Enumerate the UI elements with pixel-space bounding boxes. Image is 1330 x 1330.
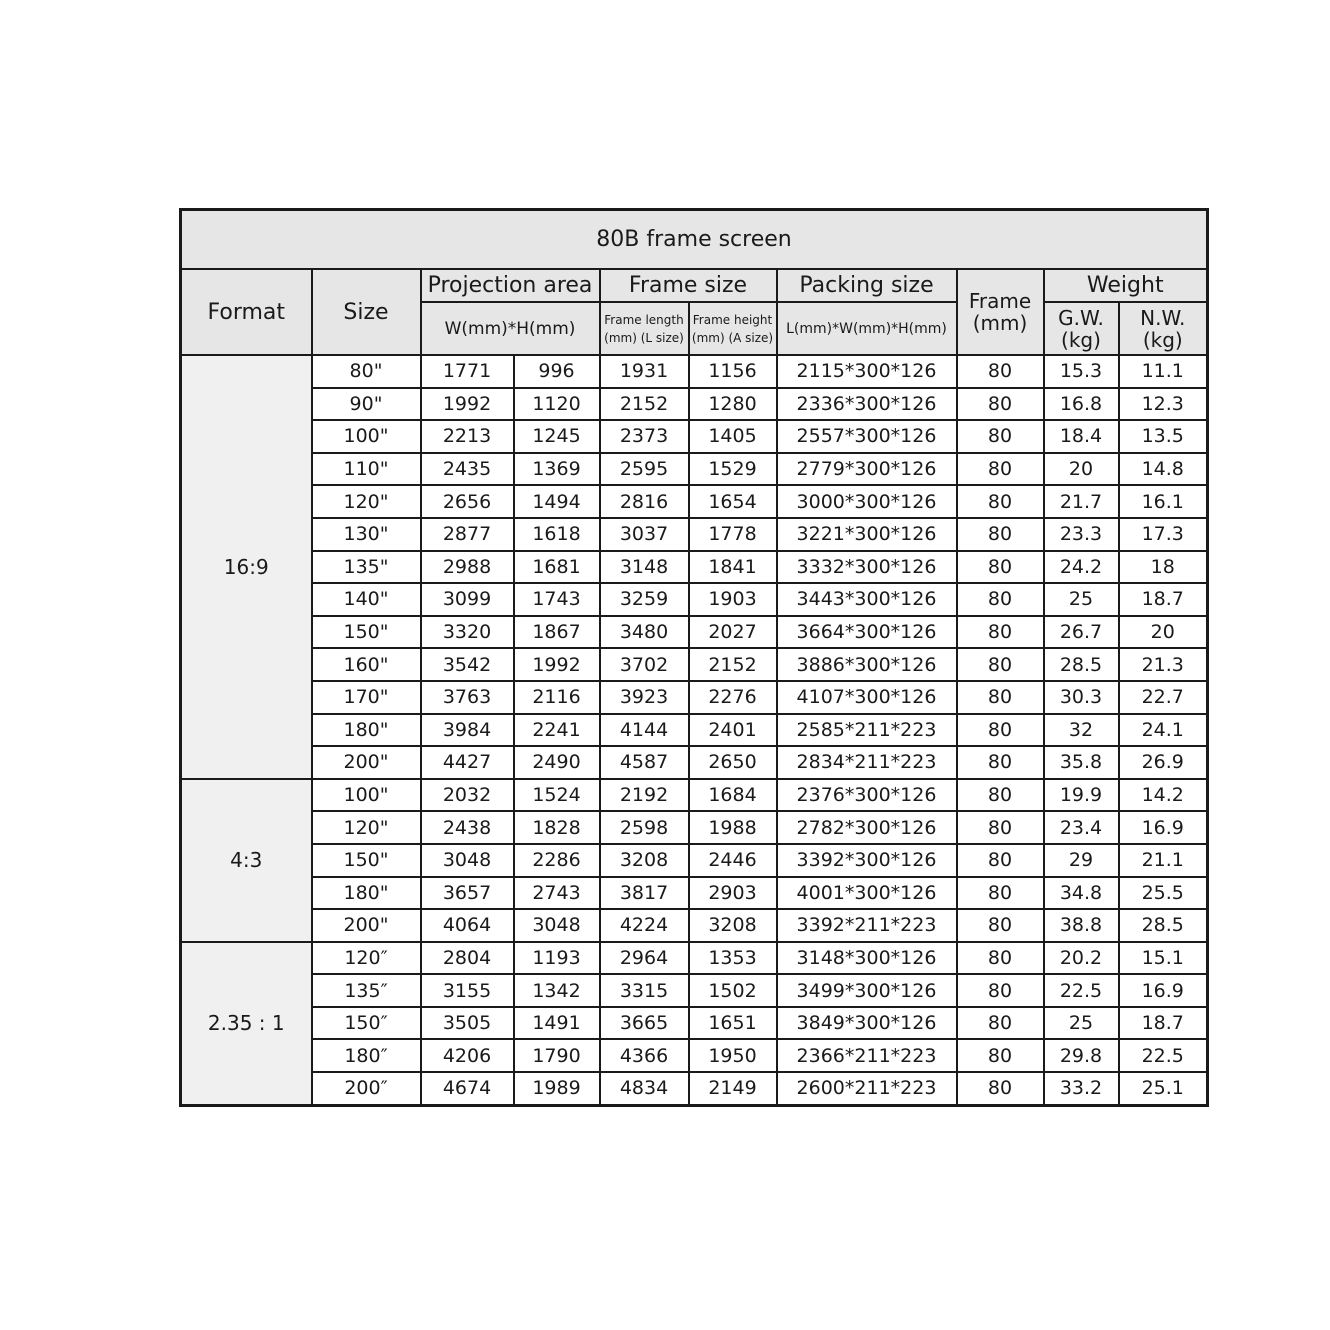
- table-row: [181, 518, 1208, 551]
- frame-length-cell: 2192: [600, 779, 689, 812]
- height-cell: 1867: [514, 616, 600, 649]
- height-cell: 1989: [514, 1072, 600, 1105]
- table-row: [181, 877, 1208, 910]
- packing-size-cell: 3849*300*126: [777, 1007, 957, 1040]
- frame-height-cell: 2903: [689, 877, 777, 910]
- width-cell: 4064: [421, 909, 514, 942]
- net-weight-cell: 11.1: [1119, 355, 1208, 388]
- net-weight-cell: 24.1: [1119, 714, 1208, 747]
- table-row: [181, 616, 1208, 649]
- size-cell: 180": [312, 714, 421, 747]
- gross-weight-cell: 25: [1044, 1007, 1119, 1040]
- packing-size-cell: 2376*300*126: [777, 779, 957, 812]
- gross-weight-cell: 24.2: [1044, 551, 1119, 584]
- net-weight-cell: 18: [1119, 551, 1208, 584]
- size-cell: 180″: [312, 1039, 421, 1072]
- height-cell: 1618: [514, 518, 600, 551]
- height-cell: 996: [514, 355, 600, 388]
- header-nw-unit: (kg): [1142, 327, 1183, 352]
- table-row: [181, 355, 1208, 388]
- frame-length-cell: 3923: [600, 681, 689, 714]
- width-cell: 1992: [421, 388, 514, 421]
- width-cell: 3984: [421, 714, 514, 747]
- packing-size-cell: 2336*300*126: [777, 388, 957, 421]
- gross-weight-cell: 23.4: [1044, 811, 1119, 844]
- size-cell: 140": [312, 583, 421, 616]
- header-packing-size-sub: L(mm)*W(mm)*H(mm): [777, 302, 957, 355]
- table-row: [181, 1072, 1208, 1105]
- size-cell: 200″: [312, 1072, 421, 1105]
- frame-cell: 80: [957, 779, 1044, 812]
- width-cell: 4206: [421, 1039, 514, 1072]
- size-cell: 150": [312, 616, 421, 649]
- size-cell: 135": [312, 551, 421, 584]
- gross-weight-cell: 29: [1044, 844, 1119, 877]
- gross-weight-cell: 22.5: [1044, 974, 1119, 1007]
- frame-length-cell: 2595: [600, 453, 689, 486]
- frame-height-cell: 3208: [689, 909, 777, 942]
- frame-cell: 80: [957, 616, 1044, 649]
- height-cell: 1494: [514, 485, 600, 518]
- frame-length-cell: 2152: [600, 388, 689, 421]
- table-row: [181, 909, 1208, 942]
- header-frame-length: [600, 302, 689, 355]
- frame-height-cell: 1502: [689, 974, 777, 1007]
- width-cell: 2032: [421, 779, 514, 812]
- net-weight-cell: 28.5: [1119, 909, 1208, 942]
- height-cell: 1790: [514, 1039, 600, 1072]
- gross-weight-cell: 15.3: [1044, 355, 1119, 388]
- size-cell: 100": [312, 779, 421, 812]
- frame-height-cell: 2152: [689, 648, 777, 681]
- frame-cell: 80: [957, 844, 1044, 877]
- frame-cell: 80: [957, 518, 1044, 551]
- size-cell: 150″: [312, 1007, 421, 1040]
- table-row: [181, 388, 1208, 421]
- frame-cell: 80: [957, 974, 1044, 1007]
- frame-cell: 80: [957, 1007, 1044, 1040]
- width-cell: 2877: [421, 518, 514, 551]
- width-cell: 3155: [421, 974, 514, 1007]
- size-cell: 160": [312, 648, 421, 681]
- gross-weight-cell: 20: [1044, 453, 1119, 486]
- net-weight-cell: 16.1: [1119, 485, 1208, 518]
- frame-cell: 80: [957, 388, 1044, 421]
- net-weight-cell: 15.1: [1119, 942, 1208, 975]
- frame-cell: 80: [957, 583, 1044, 616]
- packing-size-cell: 2779*300*126: [777, 453, 957, 486]
- frame-height-cell: 2276: [689, 681, 777, 714]
- height-cell: 3048: [514, 909, 600, 942]
- size-cell: 120": [312, 811, 421, 844]
- frame-length-cell: 3259: [600, 583, 689, 616]
- frame-cell: 80: [957, 877, 1044, 910]
- size-cell: 80": [312, 355, 421, 388]
- frame-height-cell: 1988: [689, 811, 777, 844]
- net-weight-cell: 22.5: [1119, 1039, 1208, 1072]
- table-body: [181, 355, 1208, 1105]
- frame-height-cell: 1529: [689, 453, 777, 486]
- packing-size-cell: 3664*300*126: [777, 616, 957, 649]
- net-weight-cell: 16.9: [1119, 974, 1208, 1007]
- net-weight-cell: 14.2: [1119, 779, 1208, 812]
- gross-weight-cell: 16.8: [1044, 388, 1119, 421]
- gross-weight-cell: 23.3: [1044, 518, 1119, 551]
- frame-length-cell: 3037: [600, 518, 689, 551]
- frame-cell: 80: [957, 453, 1044, 486]
- frame-height-cell: 1903: [689, 583, 777, 616]
- header-nw-label: N.W.: [1140, 305, 1186, 330]
- frame-cell: 80: [957, 681, 1044, 714]
- packing-size-cell: 3886*300*126: [777, 648, 957, 681]
- frame-height-cell: 1156: [689, 355, 777, 388]
- frame-height-cell: 2650: [689, 746, 777, 779]
- gross-weight-cell: 20.2: [1044, 942, 1119, 975]
- gross-weight-cell: 32: [1044, 714, 1119, 747]
- width-cell: 2804: [421, 942, 514, 975]
- frame-height-cell: 2401: [689, 714, 777, 747]
- net-weight-cell: 18.7: [1119, 583, 1208, 616]
- net-weight-cell: 26.9: [1119, 746, 1208, 779]
- frame-length-cell: 3148: [600, 551, 689, 584]
- frame-length-cell: 3665: [600, 1007, 689, 1040]
- table-row: [181, 583, 1208, 616]
- frame-cell: 80: [957, 746, 1044, 779]
- height-cell: 1491: [514, 1007, 600, 1040]
- header-nw: [1119, 302, 1208, 355]
- packing-size-cell: 3221*300*126: [777, 518, 957, 551]
- frame-length-cell: 4587: [600, 746, 689, 779]
- frame-length-cell: 2964: [600, 942, 689, 975]
- gross-weight-cell: 18.4: [1044, 420, 1119, 453]
- height-cell: 1681: [514, 551, 600, 584]
- format-cell: 2.35 : 1: [181, 942, 312, 1105]
- height-cell: 1245: [514, 420, 600, 453]
- packing-size-cell: 4107*300*126: [777, 681, 957, 714]
- frame-height-cell: 1353: [689, 942, 777, 975]
- gross-weight-cell: 33.2: [1044, 1072, 1119, 1105]
- size-cell: 130": [312, 518, 421, 551]
- header-frame-length-label: Frame length: [604, 312, 684, 327]
- header-frame-height-label: Frame height: [692, 312, 773, 327]
- frame-height-cell: 2446: [689, 844, 777, 877]
- height-cell: 2286: [514, 844, 600, 877]
- frame-length-cell: 4366: [600, 1039, 689, 1072]
- frame-cell: 80: [957, 1072, 1044, 1105]
- gross-weight-cell: 34.8: [1044, 877, 1119, 910]
- packing-size-cell: 3148*300*126: [777, 942, 957, 975]
- frame-length-cell: 4144: [600, 714, 689, 747]
- width-cell: 1771: [421, 355, 514, 388]
- packing-size-cell: 2834*211*223: [777, 746, 957, 779]
- packing-size-cell: 3000*300*126: [777, 485, 957, 518]
- frame-cell: 80: [957, 420, 1044, 453]
- net-weight-cell: 25.5: [1119, 877, 1208, 910]
- header-packing-size: Packing size: [777, 269, 957, 302]
- header-frame-length-unit: (mm) (L size): [604, 330, 684, 345]
- header-frame-label: Frame: [968, 289, 1032, 313]
- net-weight-cell: 20: [1119, 616, 1208, 649]
- packing-size-cell: 2557*300*126: [777, 420, 957, 453]
- net-weight-cell: 13.5: [1119, 420, 1208, 453]
- width-cell: 3657: [421, 877, 514, 910]
- frame-length-cell: 4834: [600, 1072, 689, 1105]
- size-cell: 200": [312, 909, 421, 942]
- frame-height-cell: 2027: [689, 616, 777, 649]
- header-size: Size: [312, 269, 421, 355]
- net-weight-cell: 18.7: [1119, 1007, 1208, 1040]
- width-cell: 2988: [421, 551, 514, 584]
- height-cell: 2743: [514, 877, 600, 910]
- gross-weight-cell: 19.9: [1044, 779, 1119, 812]
- packing-size-cell: 3392*300*126: [777, 844, 957, 877]
- net-weight-cell: 16.9: [1119, 811, 1208, 844]
- gross-weight-cell: 26.7: [1044, 616, 1119, 649]
- width-cell: 3505: [421, 1007, 514, 1040]
- size-cell: 100": [312, 420, 421, 453]
- size-cell: 120": [312, 485, 421, 518]
- table-row: [181, 779, 1208, 812]
- size-cell: 150": [312, 844, 421, 877]
- table-row: [181, 1039, 1208, 1072]
- frame-cell: 80: [957, 485, 1044, 518]
- height-cell: 1524: [514, 779, 600, 812]
- table-row: [181, 811, 1208, 844]
- width-cell: 4427: [421, 746, 514, 779]
- table-row: [181, 453, 1208, 486]
- frame-height-cell: 1651: [689, 1007, 777, 1040]
- frame-cell: 80: [957, 551, 1044, 584]
- width-cell: 3320: [421, 616, 514, 649]
- height-cell: 1992: [514, 648, 600, 681]
- net-weight-cell: 21.1: [1119, 844, 1208, 877]
- packing-size-cell: 3499*300*126: [777, 974, 957, 1007]
- header-gw: [1044, 302, 1119, 355]
- net-weight-cell: 12.3: [1119, 388, 1208, 421]
- height-cell: 1743: [514, 583, 600, 616]
- table-row: [181, 942, 1208, 975]
- height-cell: 2490: [514, 746, 600, 779]
- frame-height-cell: 1841: [689, 551, 777, 584]
- net-weight-cell: 14.8: [1119, 453, 1208, 486]
- height-cell: 1828: [514, 811, 600, 844]
- frame-length-cell: 2816: [600, 485, 689, 518]
- header-gw-unit: (kg): [1061, 327, 1101, 352]
- packing-size-cell: 3332*300*126: [777, 551, 957, 584]
- frame-length-cell: 3208: [600, 844, 689, 877]
- frame-cell: 80: [957, 1039, 1044, 1072]
- width-cell: 2213: [421, 420, 514, 453]
- width-cell: 2656: [421, 485, 514, 518]
- table-row: [181, 974, 1208, 1007]
- packing-size-cell: 2115*300*126: [777, 355, 957, 388]
- table-row: [181, 681, 1208, 714]
- net-weight-cell: 25.1: [1119, 1072, 1208, 1105]
- frame-height-cell: 1778: [689, 518, 777, 551]
- header-frame-height-unit: (mm) (A size): [691, 330, 774, 345]
- size-cell: 110": [312, 453, 421, 486]
- height-cell: 1369: [514, 453, 600, 486]
- header-projection-area-sub: W(mm)*H(mm): [421, 302, 600, 355]
- width-cell: 4674: [421, 1072, 514, 1105]
- table-row: [181, 746, 1208, 779]
- gross-weight-cell: 30.3: [1044, 681, 1119, 714]
- table-row: [181, 420, 1208, 453]
- header-frame-height: [689, 302, 777, 355]
- width-cell: 3542: [421, 648, 514, 681]
- net-weight-cell: 22.7: [1119, 681, 1208, 714]
- format-cell: 16:9: [181, 355, 312, 779]
- width-cell: 3099: [421, 583, 514, 616]
- frame-length-cell: 3817: [600, 877, 689, 910]
- packing-size-cell: 2366*211*223: [777, 1039, 957, 1072]
- height-cell: 2116: [514, 681, 600, 714]
- gross-weight-cell: 21.7: [1044, 485, 1119, 518]
- frame-length-cell: 4224: [600, 909, 689, 942]
- table-title: 80B frame screen: [181, 210, 1208, 270]
- gross-weight-cell: 35.8: [1044, 746, 1119, 779]
- packing-size-cell: 2600*211*223: [777, 1072, 957, 1105]
- gross-weight-cell: 25: [1044, 583, 1119, 616]
- packing-size-cell: 3392*211*223: [777, 909, 957, 942]
- frame-height-cell: 1950: [689, 1039, 777, 1072]
- header-projection-area: Projection area: [421, 269, 600, 302]
- frame-cell: 80: [957, 811, 1044, 844]
- width-cell: 2438: [421, 811, 514, 844]
- packing-size-cell: 4001*300*126: [777, 877, 957, 910]
- table-row: [181, 648, 1208, 681]
- frame-length-cell: 3480: [600, 616, 689, 649]
- packing-size-cell: 2782*300*126: [777, 811, 957, 844]
- width-cell: 3763: [421, 681, 514, 714]
- frame-cell: 80: [957, 355, 1044, 388]
- gross-weight-cell: 28.5: [1044, 648, 1119, 681]
- height-cell: 1342: [514, 974, 600, 1007]
- table-row: [181, 714, 1208, 747]
- table-row: [181, 485, 1208, 518]
- frame-length-cell: 1931: [600, 355, 689, 388]
- width-cell: 3048: [421, 844, 514, 877]
- gross-weight-cell: 38.8: [1044, 909, 1119, 942]
- frame-length-cell: 2598: [600, 811, 689, 844]
- frame-length-cell: 2373: [600, 420, 689, 453]
- frame-height-cell: 1405: [689, 420, 777, 453]
- width-cell: 2435: [421, 453, 514, 486]
- header-weight: Weight: [1044, 269, 1208, 302]
- header-frame: [957, 269, 1044, 355]
- size-cell: 90": [312, 388, 421, 421]
- size-cell: 200": [312, 746, 421, 779]
- height-cell: 2241: [514, 714, 600, 747]
- size-cell: 120″: [312, 942, 421, 975]
- table-row: [181, 1007, 1208, 1040]
- header-gw-label: G.W.: [1058, 305, 1104, 330]
- gross-weight-cell: 29.8: [1044, 1039, 1119, 1072]
- frame-length-cell: 3702: [600, 648, 689, 681]
- frame-cell: 80: [957, 942, 1044, 975]
- frame-height-cell: 1280: [689, 388, 777, 421]
- format-cell: 4:3: [181, 779, 312, 942]
- frame-height-cell: 1654: [689, 485, 777, 518]
- header-format: Format: [181, 269, 312, 355]
- size-cell: 170": [312, 681, 421, 714]
- packing-size-cell: 3443*300*126: [777, 583, 957, 616]
- frame-length-cell: 3315: [600, 974, 689, 1007]
- header-frame-size: Frame size: [600, 269, 777, 302]
- frame-cell: 80: [957, 648, 1044, 681]
- net-weight-cell: 21.3: [1119, 648, 1208, 681]
- header-frame-unit: (mm): [972, 311, 1028, 335]
- size-cell: 180": [312, 877, 421, 910]
- size-cell: 135″: [312, 974, 421, 1007]
- frame-height-cell: 1684: [689, 779, 777, 812]
- height-cell: 1193: [514, 942, 600, 975]
- height-cell: 1120: [514, 388, 600, 421]
- net-weight-cell: 17.3: [1119, 518, 1208, 551]
- table-row: [181, 844, 1208, 877]
- frame-cell: 80: [957, 714, 1044, 747]
- table-row: [181, 551, 1208, 584]
- packing-size-cell: 2585*211*223: [777, 714, 957, 747]
- frame-height-cell: 2149: [689, 1072, 777, 1105]
- spec-table: [179, 208, 1209, 1107]
- frame-cell: 80: [957, 909, 1044, 942]
